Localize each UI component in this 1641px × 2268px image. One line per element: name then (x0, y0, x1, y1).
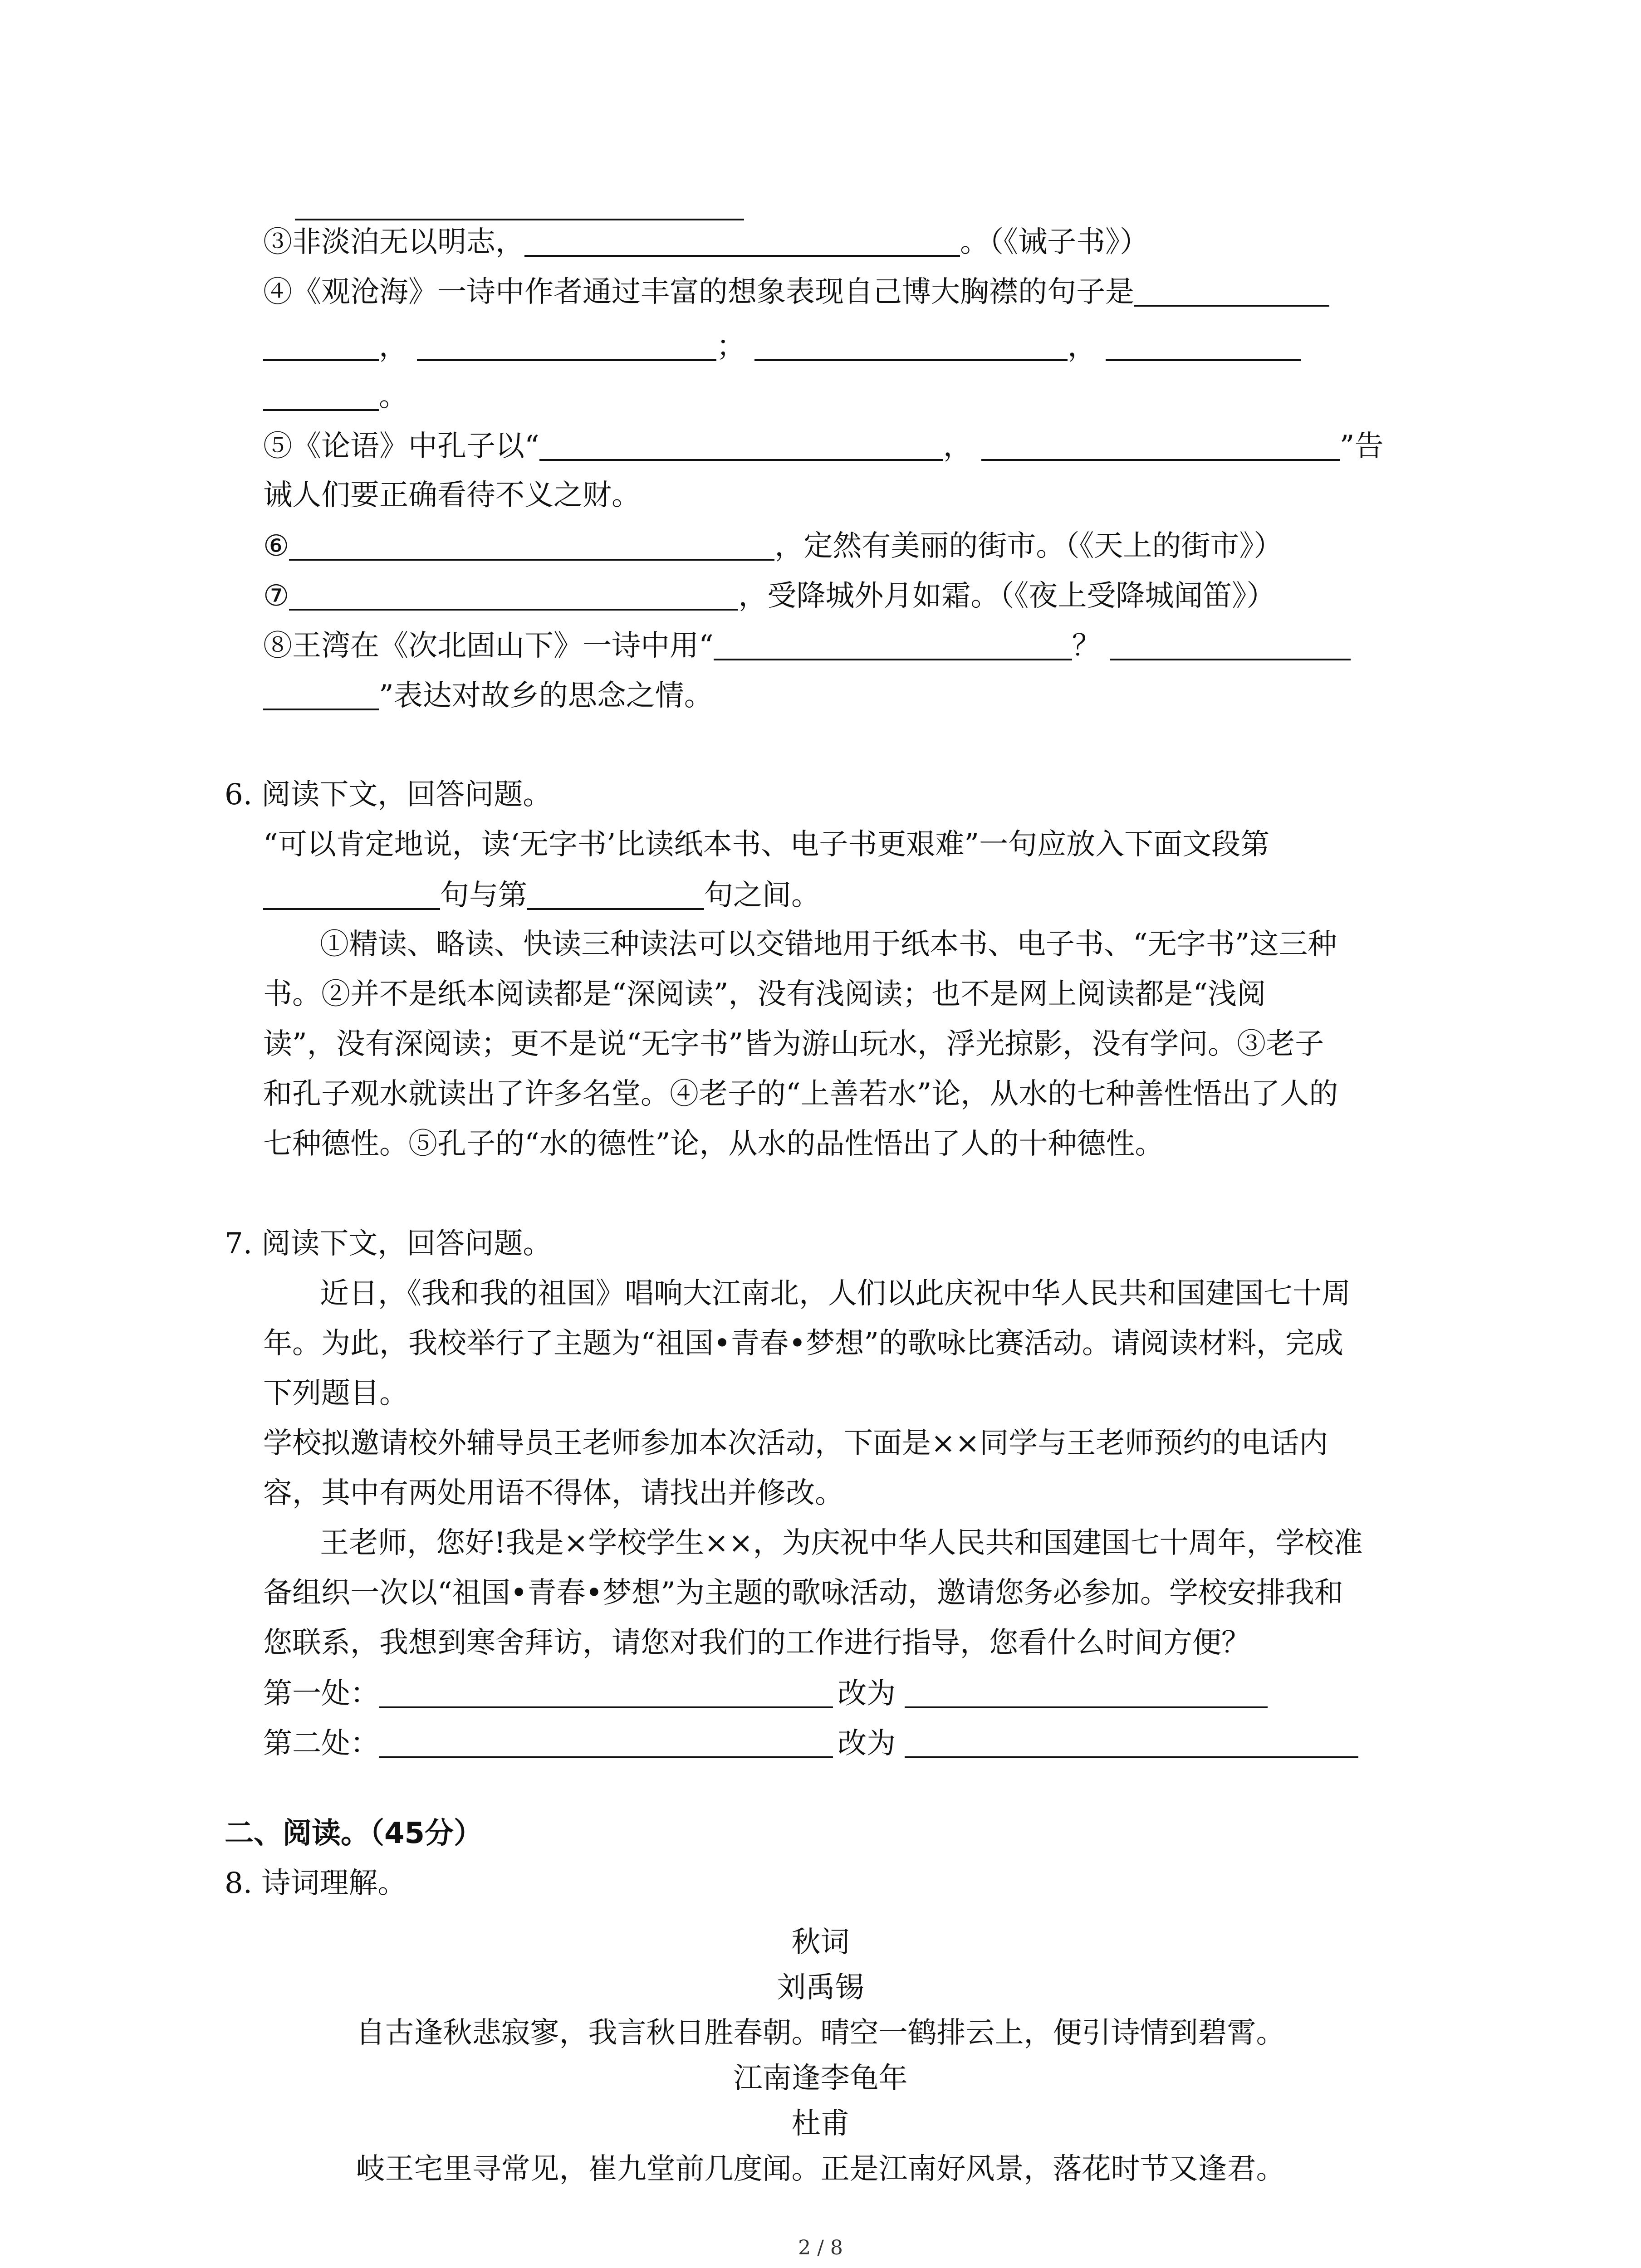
answer-blank[interactable] (263, 381, 379, 411)
item-number: ⑥ (263, 529, 289, 563)
recite-item-5-cont (263, 481, 641, 510)
item-source: 。（《诫子书》） (960, 225, 1149, 259)
poem-2-title: 江南逢李龟年 (733, 2062, 908, 2095)
poem-2-text: 岐王宅里寻常见，崔九堂前几度闻。正是江南好风景，落花时节又逢君。 (356, 2152, 1285, 2186)
answer-blank[interactable] (295, 191, 744, 220)
recite-item-7 (263, 581, 1275, 611)
punct: ， (379, 330, 408, 363)
question-6-title: 6. 阅读下文，回答问题。 (225, 778, 552, 811)
recite-item-8-cont (263, 679, 713, 713)
answer-first (263, 1677, 1268, 1711)
item-text: ，受降城外月如霜。（《夜上受降城闻笛》） (738, 579, 1276, 613)
top-blank (295, 191, 744, 220)
item-label: 改为 (838, 1727, 896, 1760)
item-text: ，定然有美丽的街市。（《天上的街市》） (774, 529, 1283, 563)
answer-blank[interactable] (263, 880, 440, 910)
item-text: ”表达对故乡的思念之情。 (379, 679, 713, 713)
section-2-heading: 二、阅读。（45分） (225, 1817, 483, 1850)
recite-item-6 (263, 531, 1283, 561)
answer-blank[interactable] (289, 531, 774, 561)
answer-blank[interactable] (905, 1678, 1268, 1708)
answer-blank[interactable] (981, 431, 1340, 461)
recite-item-4-end (263, 381, 408, 411)
page-number: 2 / 8 (798, 2236, 843, 2259)
item-text: 句与第 (440, 879, 527, 912)
answer-blank[interactable] (263, 331, 379, 361)
answer-blank[interactable] (539, 431, 943, 461)
question-7-para-line: 近日，《我和我的祖国》唱响大江南北，人们以此庆祝中华人民共和国建国七十周 (320, 1277, 1351, 1310)
question-6-para-line: 七种德性。⑤孔子的“水的德性”论，从水的品性悟出了人的十种德性。 (263, 1127, 1164, 1161)
answer-blank[interactable] (527, 880, 704, 910)
punct: ； (716, 330, 745, 363)
item-text: ⑧王湾在《次北固山下》一诗中用“ (263, 629, 714, 663)
question-8-title: 8. 诗词理解。 (225, 1867, 407, 1900)
question-6-para-line: 书。②并不是纸本阅读都是“深阅读”，没有浅阅读；也不是网上阅读都是“浅阅 (263, 978, 1266, 1011)
recite-item-3 (263, 227, 1149, 257)
item-number: ⑦ (263, 579, 289, 613)
question-6-para-line: 和孔子观水就读出了许多名堂。④老子的“上善若水”论，从水的七种善性悟出了人的 (263, 1077, 1338, 1111)
question-6-para-line: 读”，没有深阅读；更不是说“无字书”皆为游山玩水，浮光掠影，没有学问。③老子 (263, 1027, 1324, 1061)
item-text: ④《观沧海》一诗中作者通过丰富的想象表现自己博大胸襟的句子是 (263, 275, 1134, 309)
answer-blank[interactable] (417, 331, 716, 361)
question-7-para-line: 学校拟邀请校外辅导员王老师参加本次活动，下面是××同学与王老师预约的电话内 (263, 1427, 1328, 1460)
poem-1-author: 刘禹锡 (777, 1971, 864, 2004)
question-6-blanks (263, 880, 820, 910)
answer-blank[interactable] (289, 581, 738, 611)
poem-1-text: 自古逢秋悲寂寥，我言秋日胜春朝。晴空一鹤排云上，便引诗情到碧霄。 (356, 2016, 1285, 2050)
answer-blank[interactable] (714, 631, 1072, 660)
question-7-para-line: 年。为此，我校举行了主题为“祖国•青春•梦想”的歌咏比赛活动。请阅读材料，完成 (263, 1327, 1343, 1360)
question-7-para-line: 下列题目。 (263, 1377, 408, 1410)
question-7-para-line: 容，其中有两处用语不得体，请找出并修改。 (263, 1476, 844, 1510)
item-label: 第一处： (263, 1677, 379, 1711)
answer-blank[interactable] (1106, 331, 1301, 361)
recite-item-4-cont (263, 331, 1301, 361)
item-label: 改为 (838, 1677, 896, 1711)
answer-second (263, 1728, 1358, 1758)
punct: ， (1068, 330, 1097, 363)
answer-blank[interactable] (379, 1678, 833, 1708)
punct: ， (943, 430, 972, 463)
punct: 。 (379, 380, 408, 413)
poem-2-author: 杜甫 (791, 2107, 850, 2141)
answer-blank[interactable] (1110, 631, 1351, 660)
recite-item-8 (263, 629, 1351, 663)
answer-blank[interactable] (754, 331, 1068, 361)
question-7-para-line: 备组织一次以“祖国•青春•梦想”为主题的歌咏活动，邀请您务必参加。学校安排我和 (263, 1576, 1343, 1610)
answer-blank[interactable] (524, 227, 960, 257)
recite-item-5 (263, 431, 1383, 461)
item-text: ⑤《论语》中孔子以“ (263, 430, 539, 463)
answer-blank[interactable] (1134, 277, 1329, 307)
question-7-title: 7. 阅读下文，回答问题。 (225, 1227, 552, 1261)
question-6-para-line: ①精读、略读、快读三种读法可以交错地用于纸本书、电子书、“无字书”这三种 (320, 928, 1337, 961)
question-7-para-line: 您联系，我想到寒舍拜访，请您对我们的工作进行指导，您看什么时间方便？ (263, 1626, 1250, 1660)
item-text: ③非淡泊无以明志， (263, 225, 524, 259)
recite-item-4 (263, 277, 1329, 307)
item-text: 句之间。 (704, 879, 820, 912)
item-label: 第二处： (263, 1727, 379, 1760)
punct: ？ (1072, 629, 1101, 663)
question-7-para-line: 王老师，您好!我是×学校学生××，为庆祝中华人民共和国建国七十周年，学校准 (320, 1526, 1363, 1560)
item-text: ”告 (1339, 430, 1384, 463)
poem-1-title: 秋词 (791, 1926, 850, 1959)
answer-blank[interactable] (905, 1728, 1358, 1758)
item-text: 诫人们要正确看待不义之财。 (263, 479, 641, 512)
question-6-prompt: “可以肯定地说，读‘无字书’比读纸本书、电子书更艰难”一句应放入下面文段第 (263, 828, 1270, 861)
answer-blank[interactable] (263, 680, 379, 710)
answer-blank[interactable] (379, 1728, 833, 1758)
